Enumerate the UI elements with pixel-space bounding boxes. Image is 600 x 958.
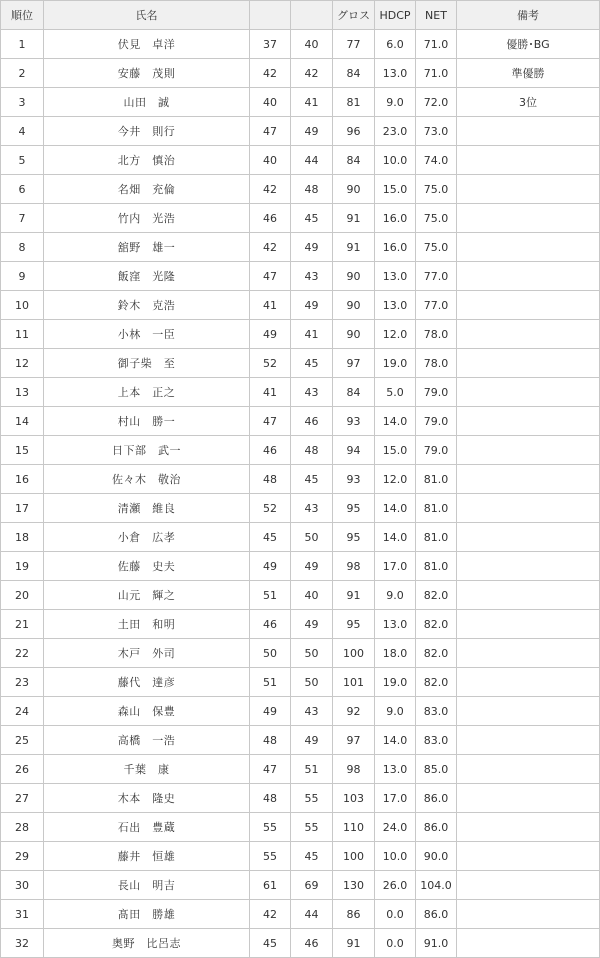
rank-cell: 18 [1, 523, 44, 552]
rank-cell: 30 [1, 871, 44, 900]
out-score-cell: 46 [250, 610, 291, 639]
table-row [1, 436, 600, 465]
hdcp-cell: 9.0 [375, 581, 416, 610]
table-row [1, 378, 600, 407]
note-cell [457, 291, 600, 320]
hdcp-cell: 15.0 [375, 436, 416, 465]
note-cell [457, 146, 600, 175]
hdcp-cell: 19.0 [375, 349, 416, 378]
hdcp-cell: 26.0 [375, 871, 416, 900]
net-cell: 75.0 [416, 175, 457, 204]
rank-cell: 8 [1, 233, 44, 262]
table-row [1, 523, 600, 552]
out-score-cell: 55 [250, 842, 291, 871]
net-cell: 79.0 [416, 378, 457, 407]
out-score-cell: 49 [250, 320, 291, 349]
gross-cell: 98 [333, 552, 375, 581]
rank-cell: 25 [1, 726, 44, 755]
hdcp-cell: 13.0 [375, 262, 416, 291]
hdcp-cell: 13.0 [375, 610, 416, 639]
header-hdcp: HDCP [375, 1, 416, 30]
rank-cell: 32 [1, 929, 44, 958]
rank-cell: 26 [1, 755, 44, 784]
hdcp-cell: 5.0 [375, 378, 416, 407]
in-score-cell: 43 [291, 697, 333, 726]
in-score-cell: 50 [291, 523, 333, 552]
header-note: 備考 [457, 1, 600, 30]
in-score-cell: 46 [291, 929, 333, 958]
in-score-cell: 44 [291, 900, 333, 929]
net-cell: 73.0 [416, 117, 457, 146]
table-row [1, 929, 600, 958]
note-cell [457, 726, 600, 755]
net-cell: 75.0 [416, 233, 457, 262]
in-score-cell: 69 [291, 871, 333, 900]
table-row [1, 465, 600, 494]
out-score-cell: 52 [250, 494, 291, 523]
table-row [1, 842, 600, 871]
table-row [1, 175, 600, 204]
out-score-cell: 40 [250, 88, 291, 117]
table-row [1, 900, 600, 929]
hdcp-cell: 10.0 [375, 842, 416, 871]
out-score-cell: 37 [250, 30, 291, 59]
rank-cell: 21 [1, 610, 44, 639]
net-cell: 77.0 [416, 262, 457, 291]
hdcp-cell: 12.0 [375, 320, 416, 349]
table-row [1, 871, 600, 900]
name-cell: 藤代 達彦 [44, 668, 250, 697]
in-score-cell: 46 [291, 407, 333, 436]
note-cell: 3位 [457, 88, 600, 117]
hdcp-cell: 16.0 [375, 233, 416, 262]
name-cell: 名畑 充倫 [44, 175, 250, 204]
name-cell: 舘野 雄一 [44, 233, 250, 262]
net-cell: 81.0 [416, 552, 457, 581]
table-row [1, 30, 600, 59]
note-cell [457, 842, 600, 871]
note-cell [457, 262, 600, 291]
gross-cell: 100 [333, 842, 375, 871]
table-row [1, 552, 600, 581]
out-score-cell: 49 [250, 552, 291, 581]
note-cell [457, 349, 600, 378]
name-cell: 御子柴 至 [44, 349, 250, 378]
name-cell: 鈴木 克浩 [44, 291, 250, 320]
table-row [1, 88, 600, 117]
gross-cell: 84 [333, 146, 375, 175]
net-cell: 78.0 [416, 349, 457, 378]
out-score-cell: 47 [250, 262, 291, 291]
gross-cell: 90 [333, 291, 375, 320]
gross-cell: 90 [333, 320, 375, 349]
gross-cell: 90 [333, 175, 375, 204]
name-cell: 日下部 武一 [44, 436, 250, 465]
in-score-cell: 50 [291, 639, 333, 668]
net-cell: 81.0 [416, 465, 457, 494]
out-score-cell: 42 [250, 900, 291, 929]
rank-cell: 28 [1, 813, 44, 842]
hdcp-cell: 19.0 [375, 668, 416, 697]
table-row [1, 349, 600, 378]
table-row [1, 291, 600, 320]
gross-cell: 93 [333, 465, 375, 494]
header-net: NET [416, 1, 457, 30]
name-cell: 清瀬 維良 [44, 494, 250, 523]
name-cell: 千葉 康 [44, 755, 250, 784]
in-score-cell: 49 [291, 291, 333, 320]
gross-cell: 92 [333, 697, 375, 726]
note-cell [457, 407, 600, 436]
rank-cell: 1 [1, 30, 44, 59]
table-row [1, 639, 600, 668]
name-cell: 山田 誠 [44, 88, 250, 117]
note-cell [457, 610, 600, 639]
note-cell [457, 175, 600, 204]
rank-cell: 17 [1, 494, 44, 523]
name-cell: 小林 一臣 [44, 320, 250, 349]
out-score-cell: 41 [250, 378, 291, 407]
out-score-cell: 61 [250, 871, 291, 900]
hdcp-cell: 14.0 [375, 726, 416, 755]
note-cell [457, 552, 600, 581]
gross-cell: 130 [333, 871, 375, 900]
rank-cell: 7 [1, 204, 44, 233]
gross-cell: 98 [333, 755, 375, 784]
out-score-cell: 47 [250, 117, 291, 146]
gross-cell: 97 [333, 349, 375, 378]
gross-cell: 95 [333, 610, 375, 639]
hdcp-cell: 13.0 [375, 59, 416, 88]
gross-cell: 90 [333, 262, 375, 291]
out-score-cell: 40 [250, 146, 291, 175]
hdcp-cell: 12.0 [375, 465, 416, 494]
hdcp-cell: 10.0 [375, 146, 416, 175]
hdcp-cell: 6.0 [375, 30, 416, 59]
gross-cell: 95 [333, 523, 375, 552]
gross-cell: 84 [333, 59, 375, 88]
net-cell: 75.0 [416, 204, 457, 233]
in-score-cell: 45 [291, 842, 333, 871]
hdcp-cell: 24.0 [375, 813, 416, 842]
net-cell: 72.0 [416, 88, 457, 117]
note-cell [457, 204, 600, 233]
net-cell: 82.0 [416, 639, 457, 668]
rank-cell: 14 [1, 407, 44, 436]
in-score-cell: 49 [291, 117, 333, 146]
net-cell: 77.0 [416, 291, 457, 320]
rank-cell: 12 [1, 349, 44, 378]
gross-cell: 77 [333, 30, 375, 59]
in-score-cell: 55 [291, 784, 333, 813]
in-score-cell: 45 [291, 349, 333, 378]
hdcp-cell: 15.0 [375, 175, 416, 204]
table-row [1, 320, 600, 349]
rank-cell: 4 [1, 117, 44, 146]
table-row [1, 755, 600, 784]
rank-cell: 3 [1, 88, 44, 117]
table-row [1, 813, 600, 842]
note-cell [457, 465, 600, 494]
rank-cell: 19 [1, 552, 44, 581]
in-score-cell: 48 [291, 175, 333, 204]
out-score-cell: 42 [250, 175, 291, 204]
net-cell: 83.0 [416, 726, 457, 755]
header-rank: 順位 [1, 1, 44, 30]
in-score-cell: 45 [291, 204, 333, 233]
note-cell [457, 900, 600, 929]
note-cell [457, 871, 600, 900]
out-score-cell: 42 [250, 59, 291, 88]
out-score-cell: 55 [250, 813, 291, 842]
gross-cell: 84 [333, 378, 375, 407]
rank-cell: 23 [1, 668, 44, 697]
hdcp-cell: 14.0 [375, 523, 416, 552]
name-cell: 長山 明吉 [44, 871, 250, 900]
header-gross: グロス [333, 1, 375, 30]
note-cell [457, 639, 600, 668]
name-cell: 石出 豊蔵 [44, 813, 250, 842]
header-in [291, 1, 333, 30]
rank-cell: 31 [1, 900, 44, 929]
gross-cell: 91 [333, 581, 375, 610]
out-score-cell: 49 [250, 697, 291, 726]
name-cell: 佐々木 敬治 [44, 465, 250, 494]
table-row [1, 581, 600, 610]
net-cell: 85.0 [416, 755, 457, 784]
hdcp-cell: 17.0 [375, 784, 416, 813]
note-cell [457, 929, 600, 958]
out-score-cell: 45 [250, 929, 291, 958]
in-score-cell: 43 [291, 262, 333, 291]
hdcp-cell: 9.0 [375, 88, 416, 117]
name-cell: 森山 保豊 [44, 697, 250, 726]
in-score-cell: 49 [291, 233, 333, 262]
note-cell: 準優勝 [457, 59, 600, 88]
rank-cell: 29 [1, 842, 44, 871]
in-score-cell: 55 [291, 813, 333, 842]
name-cell: 木本 隆史 [44, 784, 250, 813]
note-cell [457, 668, 600, 697]
table-row [1, 726, 600, 755]
out-score-cell: 46 [250, 204, 291, 233]
in-score-cell: 44 [291, 146, 333, 175]
name-cell: 山元 輝之 [44, 581, 250, 610]
out-score-cell: 47 [250, 407, 291, 436]
rank-cell: 11 [1, 320, 44, 349]
rank-cell: 9 [1, 262, 44, 291]
net-cell: 90.0 [416, 842, 457, 871]
net-cell: 71.0 [416, 59, 457, 88]
rank-cell: 16 [1, 465, 44, 494]
gross-cell: 91 [333, 204, 375, 233]
name-cell: 奥野 比呂志 [44, 929, 250, 958]
out-score-cell: 48 [250, 726, 291, 755]
table-row [1, 262, 600, 291]
gross-cell: 103 [333, 784, 375, 813]
name-cell: 高橋 一浩 [44, 726, 250, 755]
name-cell: 飯窪 光隆 [44, 262, 250, 291]
out-score-cell: 50 [250, 639, 291, 668]
out-score-cell: 51 [250, 581, 291, 610]
in-score-cell: 41 [291, 88, 333, 117]
table-body [1, 30, 600, 958]
name-cell: 竹内 光浩 [44, 204, 250, 233]
gross-cell: 110 [333, 813, 375, 842]
hdcp-cell: 0.0 [375, 929, 416, 958]
net-cell: 81.0 [416, 523, 457, 552]
in-score-cell: 45 [291, 465, 333, 494]
in-score-cell: 48 [291, 436, 333, 465]
in-score-cell: 51 [291, 755, 333, 784]
rank-cell: 10 [1, 291, 44, 320]
table-row [1, 117, 600, 146]
note-cell [457, 494, 600, 523]
name-cell: 土田 和明 [44, 610, 250, 639]
rank-cell: 27 [1, 784, 44, 813]
table-row [1, 668, 600, 697]
net-cell: 82.0 [416, 610, 457, 639]
net-cell: 83.0 [416, 697, 457, 726]
hdcp-cell: 13.0 [375, 755, 416, 784]
note-cell [457, 697, 600, 726]
hdcp-cell: 16.0 [375, 204, 416, 233]
name-cell: 小倉 広孝 [44, 523, 250, 552]
hdcp-cell: 9.0 [375, 697, 416, 726]
table-row [1, 59, 600, 88]
name-cell: 村山 勝一 [44, 407, 250, 436]
note-cell [457, 320, 600, 349]
out-score-cell: 51 [250, 668, 291, 697]
net-cell: 86.0 [416, 784, 457, 813]
out-score-cell: 47 [250, 755, 291, 784]
note-cell [457, 755, 600, 784]
table-row [1, 494, 600, 523]
table-row [1, 204, 600, 233]
net-cell: 86.0 [416, 900, 457, 929]
gross-cell: 81 [333, 88, 375, 117]
gross-cell: 95 [333, 494, 375, 523]
rank-cell: 6 [1, 175, 44, 204]
note-cell [457, 813, 600, 842]
in-score-cell: 40 [291, 30, 333, 59]
in-score-cell: 40 [291, 581, 333, 610]
rank-cell: 22 [1, 639, 44, 668]
hdcp-cell: 14.0 [375, 407, 416, 436]
hdcp-cell: 18.0 [375, 639, 416, 668]
gross-cell: 93 [333, 407, 375, 436]
net-cell: 74.0 [416, 146, 457, 175]
name-cell: 木戸 外司 [44, 639, 250, 668]
in-score-cell: 41 [291, 320, 333, 349]
table-row [1, 233, 600, 262]
table-header [1, 1, 600, 30]
in-score-cell: 49 [291, 552, 333, 581]
in-score-cell: 42 [291, 59, 333, 88]
rank-cell: 15 [1, 436, 44, 465]
table-row [1, 784, 600, 813]
note-cell [457, 784, 600, 813]
in-score-cell: 50 [291, 668, 333, 697]
note-cell [457, 523, 600, 552]
gross-cell: 86 [333, 900, 375, 929]
rank-cell: 5 [1, 146, 44, 175]
out-score-cell: 48 [250, 465, 291, 494]
gross-cell: 91 [333, 929, 375, 958]
out-score-cell: 46 [250, 436, 291, 465]
gross-cell: 100 [333, 639, 375, 668]
hdcp-cell: 14.0 [375, 494, 416, 523]
rank-cell: 24 [1, 697, 44, 726]
table-row [1, 407, 600, 436]
net-cell: 71.0 [416, 30, 457, 59]
in-score-cell: 43 [291, 378, 333, 407]
rank-cell: 20 [1, 581, 44, 610]
net-cell: 86.0 [416, 813, 457, 842]
hdcp-cell: 0.0 [375, 900, 416, 929]
header-name: 氏名 [44, 1, 250, 30]
note-cell [457, 117, 600, 146]
gross-cell: 91 [333, 233, 375, 262]
net-cell: 104.0 [416, 871, 457, 900]
hdcp-cell: 17.0 [375, 552, 416, 581]
name-cell: 安藤 茂則 [44, 59, 250, 88]
note-cell [457, 581, 600, 610]
name-cell: 藤井 恒雄 [44, 842, 250, 871]
out-score-cell: 42 [250, 233, 291, 262]
net-cell: 78.0 [416, 320, 457, 349]
name-cell: 佐藤 史夫 [44, 552, 250, 581]
net-cell: 79.0 [416, 436, 457, 465]
out-score-cell: 41 [250, 291, 291, 320]
rank-cell: 13 [1, 378, 44, 407]
header-row [1, 1, 600, 30]
gross-cell: 96 [333, 117, 375, 146]
note-cell: 優勝･BG [457, 30, 600, 59]
name-cell: 髙田 勝雄 [44, 900, 250, 929]
name-cell: 今井 則行 [44, 117, 250, 146]
net-cell: 81.0 [416, 494, 457, 523]
table-row [1, 146, 600, 175]
in-score-cell: 49 [291, 610, 333, 639]
out-score-cell: 52 [250, 349, 291, 378]
net-cell: 82.0 [416, 668, 457, 697]
header-out [250, 1, 291, 30]
in-score-cell: 49 [291, 726, 333, 755]
gross-cell: 101 [333, 668, 375, 697]
table-row [1, 610, 600, 639]
note-cell [457, 436, 600, 465]
note-cell [457, 378, 600, 407]
rank-cell: 2 [1, 59, 44, 88]
gross-cell: 97 [333, 726, 375, 755]
out-score-cell: 48 [250, 784, 291, 813]
name-cell: 上本 正之 [44, 378, 250, 407]
net-cell: 82.0 [416, 581, 457, 610]
in-score-cell: 43 [291, 494, 333, 523]
name-cell: 北方 慎治 [44, 146, 250, 175]
net-cell: 91.0 [416, 929, 457, 958]
gross-cell: 94 [333, 436, 375, 465]
hdcp-cell: 13.0 [375, 291, 416, 320]
hdcp-cell: 23.0 [375, 117, 416, 146]
note-cell [457, 233, 600, 262]
net-cell: 79.0 [416, 407, 457, 436]
name-cell: 伏見 卓洋 [44, 30, 250, 59]
out-score-cell: 45 [250, 523, 291, 552]
table-row [1, 697, 600, 726]
